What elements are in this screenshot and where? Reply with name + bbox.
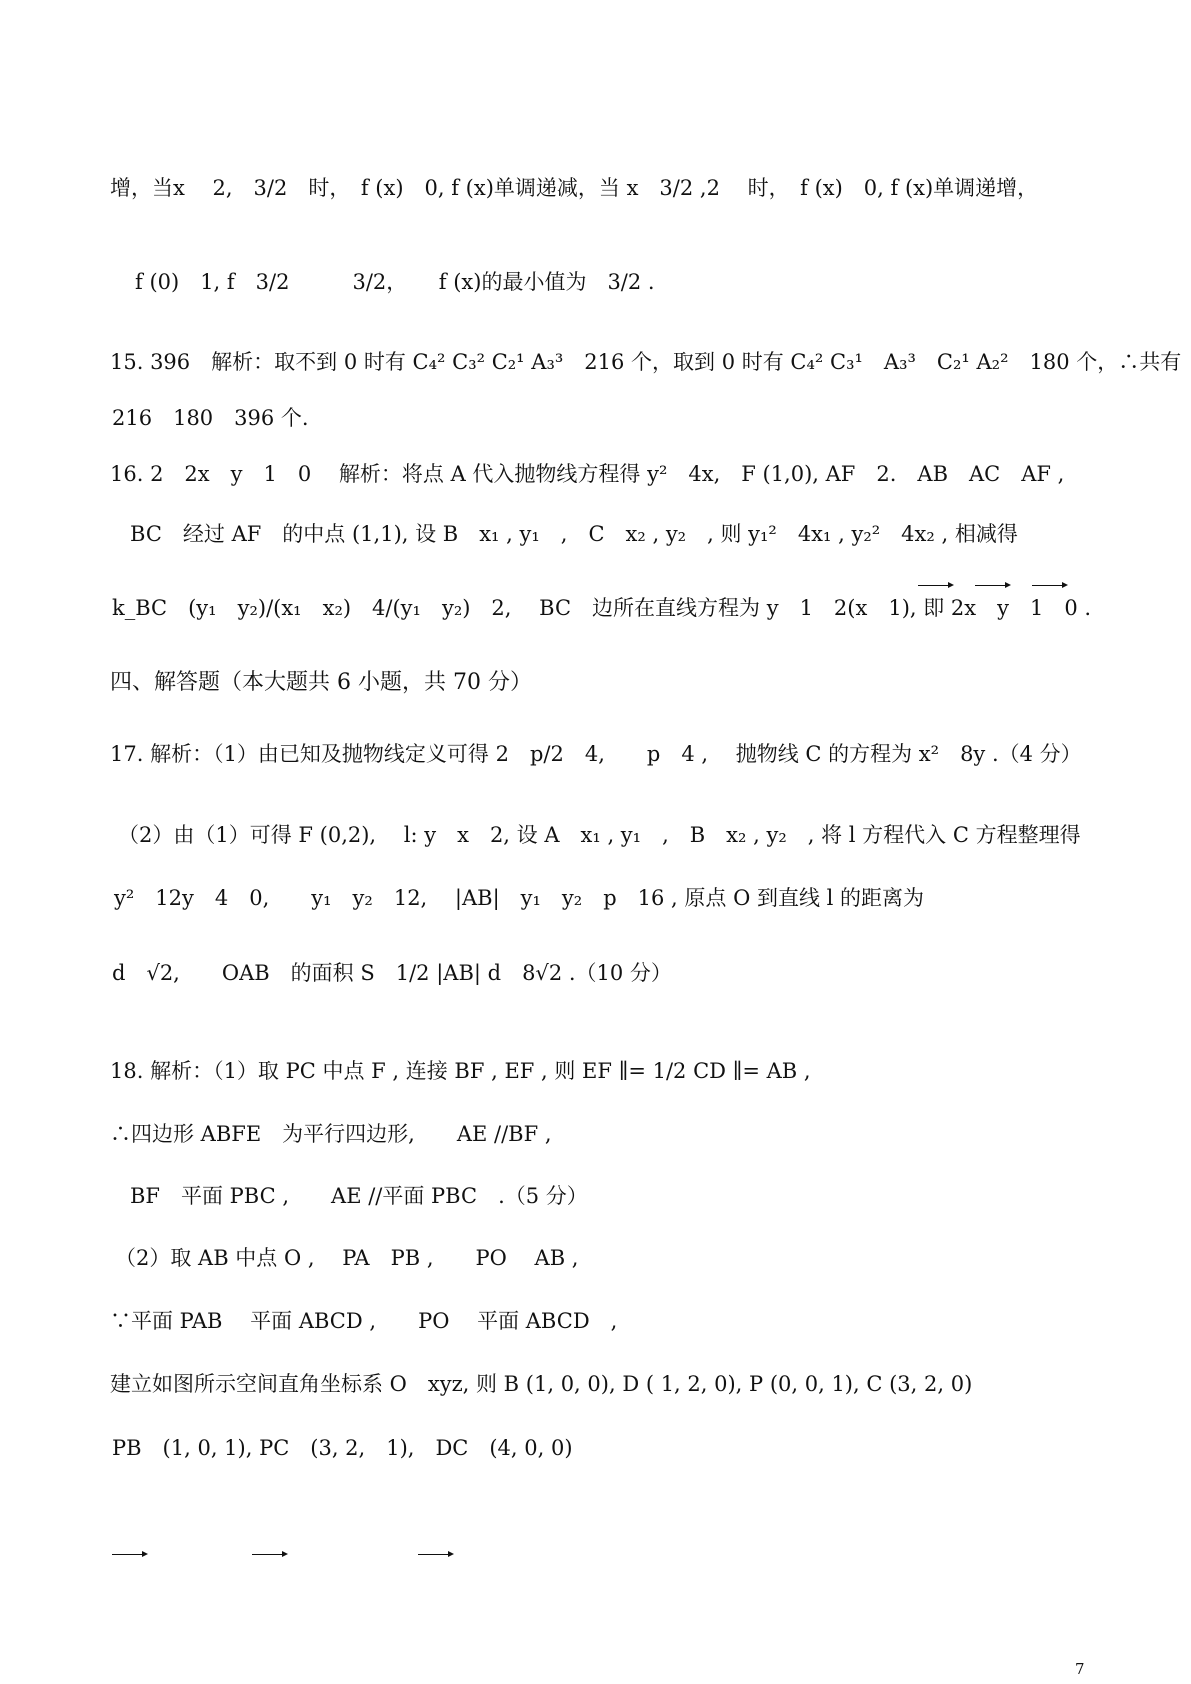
text-line: 15. 396 解析：取不到 0 时有 C₄² C₃² C₂¹ A₃³ 216 个，取到 0 时有 C₄² C₃¹ A₃³ C₂¹ A₂² 180 个，∴共有 xyxy=(110,350,1182,374)
vector-arrow-icon xyxy=(418,1554,452,1555)
text-line: 18. 解析：（1）取 PC 中点 F , 连接 BF , EF , 则 EF ∥= 1/2 CD ∥= AB , xyxy=(110,1059,811,1083)
text-line: k_BC (y₁ y₂)/(x₁ x₂) 4/(y₁ y₂) 2, BC 边所在直线方程为 y 1 2(x 1), 即 2x y 1 0 . xyxy=(112,596,1092,620)
text-line: y² 12y 4 0, y₁ y₂ 12, |AB| y₁ y₂ p 16 , 原点 O 到直线 l 的距离为 xyxy=(114,886,925,910)
text-line: ∵平面 PAB 平面 ABCD , PO 平面 ABCD , xyxy=(110,1309,618,1333)
text-line: ∴四边形 ABFE 为平行四边形, AE //BF , xyxy=(110,1122,552,1146)
text-line: BF 平面 PBC , AE //平面 PBC .（5 分） xyxy=(130,1184,588,1208)
text-line: f (0) 1, f 3/2 3/2， f (x)的最小值为 3/2 . xyxy=(135,270,655,294)
text-line: 建立如图所示空间直角坐标系 O xyz, 则 B (1, 0, 0), D ( 1, 2, 0), P (0, 0, 1), C (3, 2, 0) xyxy=(110,1372,973,1396)
text-line: PB (1, 0, 1), PC (3, 2, 1), DC (4, 0, 0) xyxy=(112,1436,573,1460)
text-line: BC 经过 AF 的中点 (1,1), 设 B x₁ , y₁ , C x₂ , y₂ , 则 y₁² 4x₁ , y₂² 4x₂ , 相减得 xyxy=(130,522,1018,546)
vector-arrow-icon xyxy=(918,585,952,586)
text-line: d √2, OAB 的面积 S 1/2 |AB| d 8√2 .（10 分） xyxy=(112,961,672,985)
text-line: 17. 解析：（1）由已知及抛物线定义可得 2 p/2 4, p 4 , 抛物线 C 的方程为 x² 8y .（4 分） xyxy=(110,742,1082,766)
vector-arrow-icon xyxy=(252,1554,286,1555)
text-line: 增，当x 2, 3/2 时， f (x) 0, f (x)单调递减，当 x 3/2 ,2 时， f (x) 0, f (x)单调递增， xyxy=(110,176,1039,200)
vector-arrow-icon xyxy=(1032,585,1066,586)
section-heading: 四、解答题（本大题共 6 小题，共 70 分） xyxy=(110,670,532,695)
text-line: （2）由（1）可得 F (0,2), l: y x 2, 设 A x₁ , y₁ , B x₂ , y₂ , 将 l 方程代入 C 方程整理得 xyxy=(118,823,1081,847)
vector-arrow-icon xyxy=(112,1554,146,1555)
text-line: （2）取 AB 中点 O , PA PB , PO AB , xyxy=(115,1246,579,1270)
text-line: 16. 2 2x y 1 0 解析：将点 A 代入抛物线方程得 y² 4x, F (1,0), AF 2. AB AC AF , xyxy=(110,462,1065,486)
vector-arrow-icon xyxy=(975,585,1009,586)
page-number: 7 xyxy=(1075,1660,1085,1678)
text-line: 216 180 396 个. xyxy=(112,406,309,430)
